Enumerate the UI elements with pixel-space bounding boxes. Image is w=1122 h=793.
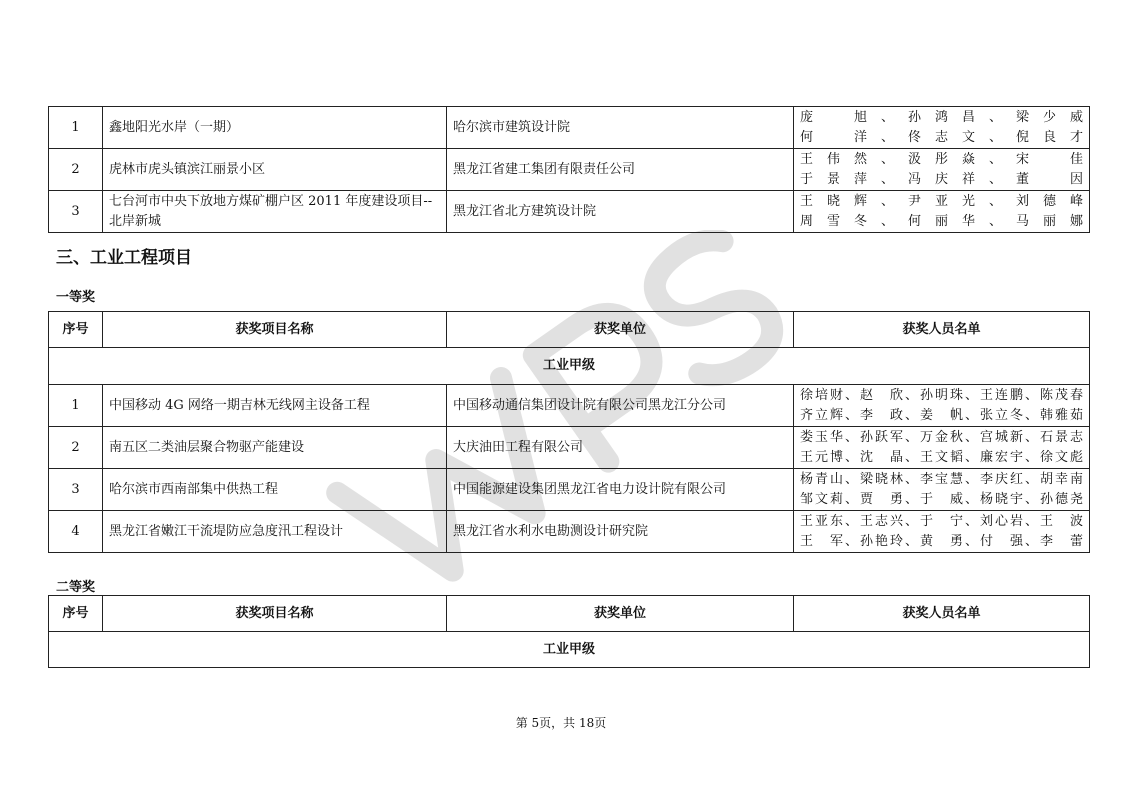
award-unit: 中国能源建设集团黑龙江省电力设计院有限公司 — [447, 469, 794, 511]
award-unit: 黑龙江省北方建筑设计院 — [447, 191, 794, 233]
table-row — [49, 511, 1090, 553]
award-people — [794, 469, 1090, 511]
table-header-row — [49, 596, 1090, 632]
header-unit: 获奖单位 — [447, 312, 794, 348]
row-seq: 1 — [49, 385, 103, 427]
people-line: 王亚东、王志兴、于 宁、刘心岩、王 波 — [800, 513, 1083, 529]
header-seq: 序号 — [49, 312, 103, 348]
award-people — [794, 107, 1090, 149]
group-label: 工业甲级 — [49, 632, 1090, 668]
table-row — [49, 427, 1090, 469]
people-line: 王晓辉、尹亚光、刘德峰 — [800, 193, 1083, 209]
row-seq: 4 — [49, 511, 103, 553]
people-line: 何 洋、佟志文、倪良才 — [800, 129, 1083, 145]
project-name: 中国移动 4G 网络一期吉林无线网主设备工程 — [103, 385, 447, 427]
award-unit: 哈尔滨市建筑设计院 — [447, 107, 794, 149]
people-line: 庞 旭、孙鸿昌、梁少威 — [800, 109, 1083, 125]
people-line: 娄玉华、孙跃军、万金秋、宫城新、石景志 — [800, 429, 1083, 445]
second-prize-label: 二等奖 — [56, 580, 96, 595]
header-unit: 获奖单位 — [447, 596, 794, 632]
table-row — [49, 191, 1090, 233]
table-row — [49, 469, 1090, 511]
table-row — [49, 107, 1090, 149]
award-people — [794, 511, 1090, 553]
award-unit: 大庆油田工程有限公司 — [447, 427, 794, 469]
header-project-name: 获奖项目名称 — [103, 596, 447, 632]
people-line: 王 军、孙艳玲、黄 勇、付 强、李 蕾 — [800, 533, 1083, 549]
award-people — [794, 385, 1090, 427]
project-name: 哈尔滨市西南部集中供热工程 — [103, 469, 447, 511]
first-prize-table — [48, 311, 1090, 553]
project-name: 七台河市中央下放地方煤矿棚户区 2011 年度建设项目--北岸新城 — [103, 191, 447, 233]
second-prize-table — [48, 595, 1090, 668]
project-name: 黑龙江省嫩江干流堤防应急度汛工程设计 — [103, 511, 447, 553]
project-name: 虎林市虎头镇滨江丽景小区 — [103, 149, 447, 191]
page-number: 第 5页，共 18页 — [515, 716, 607, 730]
row-seq: 3 — [49, 191, 103, 233]
table-row — [49, 385, 1090, 427]
award-people — [794, 149, 1090, 191]
row-seq: 3 — [49, 469, 103, 511]
people-line: 王伟然、汲彤焱、宋 佳 — [800, 151, 1083, 167]
header-people: 获奖人员名单 — [794, 312, 1090, 348]
award-people — [794, 427, 1090, 469]
group-row — [49, 348, 1090, 385]
people-line: 周雪冬、何丽华、马丽娜 — [800, 213, 1083, 229]
row-seq: 2 — [49, 427, 103, 469]
table-row — [49, 149, 1090, 191]
people-line: 于景萍、冯庆祥、董 因 — [800, 171, 1083, 187]
award-people — [794, 191, 1090, 233]
people-line: 杨青山、梁晓林、李宝慧、李庆红、胡幸南 — [800, 471, 1083, 487]
people-line: 徐培财、赵 欣、孙明珠、王连鹏、陈茂春 — [800, 387, 1083, 403]
row-seq: 1 — [49, 107, 103, 149]
group-label: 工业甲级 — [49, 348, 1090, 385]
people-line: 王元博、沈 晶、王文韬、廉宏宇、徐文彪 — [800, 449, 1083, 465]
project-name: 南五区二类油层聚合物驱产能建设 — [103, 427, 447, 469]
header-project-name: 获奖项目名称 — [103, 312, 447, 348]
table-header-row — [49, 312, 1090, 348]
continued-award-table — [48, 106, 1090, 233]
first-prize-label: 一等奖 — [56, 290, 96, 305]
header-people: 获奖人员名单 — [794, 596, 1090, 632]
project-name: 鑫地阳光水岸（一期） — [103, 107, 447, 149]
section-title: 三、工业工程项目 — [56, 248, 192, 268]
people-line: 邹文莉、贾 勇、于 威、杨晓宇、孙德尧 — [800, 491, 1083, 507]
group-row — [49, 632, 1090, 668]
row-seq: 2 — [49, 149, 103, 191]
header-seq: 序号 — [49, 596, 103, 632]
award-unit: 黑龙江省建工集团有限责任公司 — [447, 149, 794, 191]
award-unit: 黑龙江省水利水电勘测设计研究院 — [447, 511, 794, 553]
award-unit: 中国移动通信集团设计院有限公司黑龙江分公司 — [447, 385, 794, 427]
people-line: 齐立辉、李 政、姜 帆、张立冬、韩雅茹 — [800, 407, 1083, 423]
